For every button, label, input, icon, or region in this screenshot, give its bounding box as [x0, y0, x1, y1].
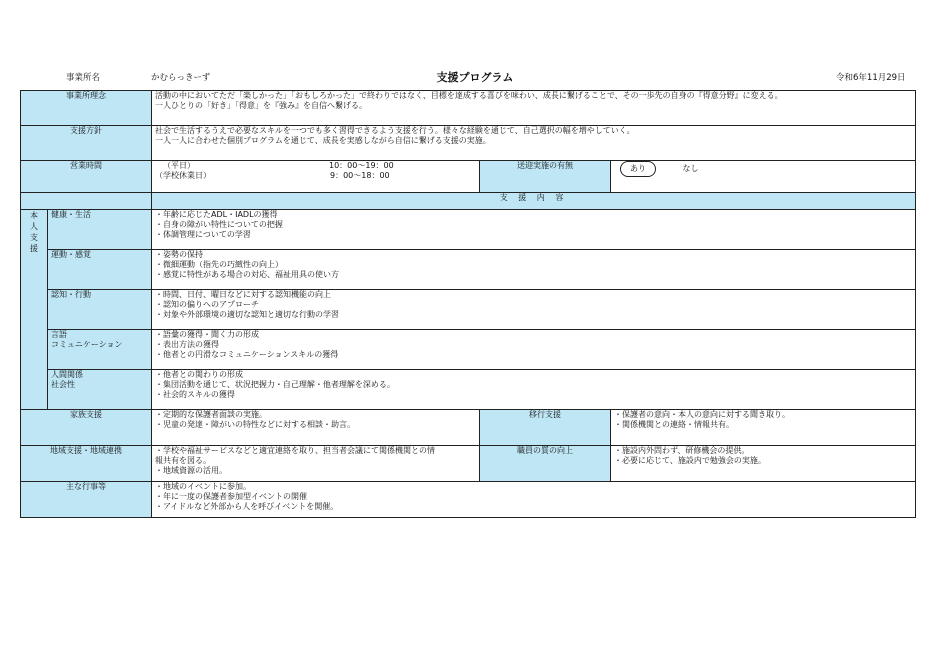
office-name-label: 事業所名 — [66, 73, 101, 83]
list-item: ・他者との円滑なコミュニケーションスキルの獲得 — [155, 350, 339, 359]
transport-yes-circled: あり — [620, 161, 656, 177]
personal-support-category: 言語 コミュニケーション — [48, 330, 152, 370]
hours-value — [152, 161, 480, 193]
personal-support-label — [21, 210, 48, 410]
page-title: 支援プログラム — [436, 71, 514, 84]
hours-table — [155, 161, 476, 181]
personal-support-row — [21, 330, 916, 370]
support-section-heading: 支 援 内 容 — [152, 193, 916, 210]
list-item: ・感覚に特性がある場合の対応、福祉用具の使い方 — [155, 270, 339, 279]
support-program-table — [20, 90, 916, 518]
list-item: ・体調管理についての学習 — [155, 230, 251, 239]
list-item: ・集団活動を通じて、状況把握力・自己理解・他者理解を深める。 — [155, 380, 395, 389]
personal-support-items — [152, 250, 916, 290]
hours-label: 営業時間 — [21, 161, 152, 193]
transport-label: 送迎実施の有無 — [480, 161, 611, 193]
hours-row — [21, 161, 916, 193]
document-date: 令和6年11月29日 — [836, 73, 906, 83]
list-item: ・年齢に応じたADL・IADLの獲得 — [155, 210, 278, 219]
transport-no: なし — [682, 164, 699, 173]
transition-support-label: 移行支援 — [480, 410, 611, 446]
personal-support-category: 認知・行動 — [48, 290, 152, 330]
policy-text — [152, 126, 916, 161]
philosophy-line: 一人ひとりの「好き」「得意」を『強み』を自信へ繋げる。 — [155, 101, 367, 110]
personal-support-category: 運動・感覚 — [48, 250, 152, 290]
support-section-blank — [21, 193, 152, 210]
transition-support-items — [611, 410, 916, 446]
personal-support-items — [152, 370, 916, 410]
family-support-label: 家族支援 — [21, 410, 152, 446]
weekday-time: 10：00～19：00 — [329, 161, 394, 170]
holiday-time: 9：00～18：00 — [330, 171, 390, 180]
family-transition-row — [21, 410, 916, 446]
list-item: ・認知の偏りへのアプローチ — [155, 300, 259, 309]
policy-label: 支援方針 — [21, 126, 152, 161]
list-item: ・姿勢の保持 — [155, 250, 203, 259]
list-item: ・年に一度の保護者参加型イベントの開催 — [155, 492, 307, 501]
list-item: ・語彙の獲得・聞く力の形成 — [155, 330, 259, 339]
personal-support-items — [152, 210, 916, 250]
list-item: ・自身の障がい特性についての把握 — [155, 220, 283, 229]
events-row — [21, 482, 916, 518]
events-label: 主な行事等 — [21, 482, 152, 518]
office-name-value: かむらっきーず — [151, 73, 211, 83]
policy-row — [21, 126, 916, 161]
personal-support-row — [21, 290, 916, 330]
policy-line: 社会で生活するうえで必要なスキルを一つでも多く習得できるよう支援を行う。様々な経験を通じて、自己選択の幅を増やしていく。 — [155, 126, 635, 135]
list-item: ・社会的スキルの獲得 — [155, 390, 235, 399]
personal-support-category: 人間関係 社会性 — [48, 370, 152, 410]
family-support-items — [152, 410, 480, 446]
list-item: ・微細運動（指先の巧緻性の向上） — [155, 260, 283, 269]
personal-support-row — [21, 250, 916, 290]
list-item: ・保護者の意向・本人の意向に対する聞き取り。 — [614, 410, 790, 419]
philosophy-row — [21, 91, 916, 126]
community-support-label: 地域支援・地域連携 — [21, 446, 152, 482]
list-item: ・アイドルなど外部から人を呼びイベントを開催。 — [155, 502, 339, 511]
community-staff-row — [21, 446, 916, 482]
list-item: 報共有を図る。 — [155, 456, 211, 465]
weekday-label: （平日） — [163, 161, 195, 170]
community-support-items — [152, 446, 480, 482]
list-item: ・表出方法の獲得 — [155, 340, 219, 349]
philosophy-text — [152, 91, 916, 126]
policy-line: 一人一人に合わせた個別プログラムを通じて、成長を実感しながら自信に繋げる支援の実施。 — [155, 136, 491, 145]
transport-value — [611, 161, 916, 193]
list-item: ・定期的な保護者面談の実施。 — [155, 410, 267, 419]
list-item: ・関係機関との連絡・情報共有。 — [614, 420, 734, 429]
list-item: ・他者との関わりの形成 — [155, 370, 243, 379]
list-item: ・地域のイベントに参加。 — [155, 482, 251, 491]
personal-support-row — [21, 210, 916, 250]
support-section-row — [21, 193, 916, 210]
staff-quality-label: 職員の質の向上 — [480, 446, 611, 482]
list-item: ・時間、日付、曜日などに対する認知機能の向上 — [155, 290, 331, 299]
personal-support-label-text: 本人支援 — [30, 211, 38, 253]
list-item: ・必要に応じて、施設内で勉強会の実施。 — [614, 456, 766, 465]
list-item: ・施設内外問わず、研修機会の提供。 — [614, 446, 750, 455]
holiday-label: （学校休業日） — [155, 171, 211, 180]
events-items — [152, 482, 916, 518]
list-item: ・対象や外部環境の適切な認知と適切な行動の学習 — [155, 310, 339, 319]
personal-support-items — [152, 290, 916, 330]
staff-quality-items — [611, 446, 916, 482]
personal-support-category: 健康・生活 — [48, 210, 152, 250]
philosophy-label: 事業所理念 — [21, 91, 152, 126]
list-item: ・児童の発達・障がいの特性などに対する相談・助言。 — [155, 420, 355, 429]
personal-support-items — [152, 330, 916, 370]
philosophy-line: 活動の中においてただ「楽しかった」「おもしろかった」で終わりではなく、目標を達成する喜びを味わい、成長に繋げることで、その一歩先の自身の『得意分野』に変える。 — [155, 91, 783, 100]
list-item: ・地域資源の活用。 — [155, 466, 227, 475]
list-item: ・学校や福祉サービスなどと適宜連絡を取り、担当者会議にて関係機関との情 — [155, 446, 435, 455]
personal-support-row — [21, 370, 916, 410]
